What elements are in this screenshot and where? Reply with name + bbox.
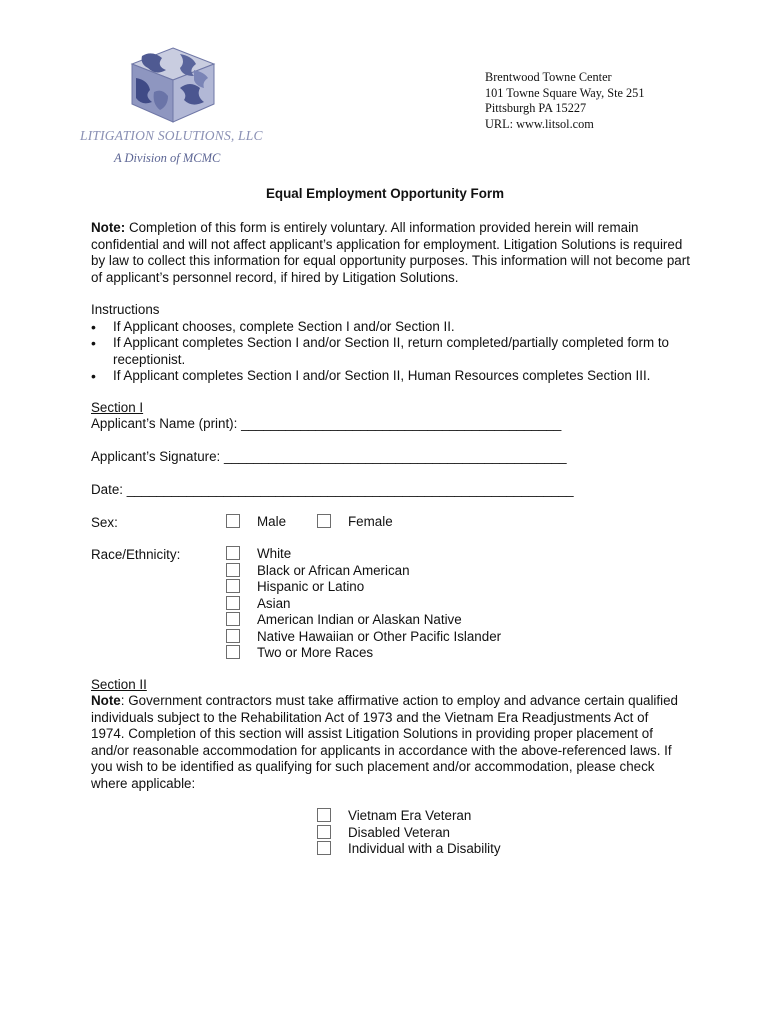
option-individual-disability[interactable] — [317, 841, 577, 858]
company-logo — [80, 44, 280, 169]
instructions-heading: Instructions — [91, 302, 160, 317]
option-label: Individual with a Disability — [348, 841, 501, 856]
section-2-note — [91, 693, 681, 792]
race-option-two-or-more[interactable] — [226, 645, 526, 662]
option-vietnam-veteran[interactable] — [317, 808, 577, 825]
disability-checkbox[interactable] — [317, 841, 331, 855]
race-checkbox[interactable] — [226, 546, 240, 560]
note-label: Note: — [91, 220, 126, 235]
section-1-heading: Section I — [91, 400, 144, 415]
race-checkbox[interactable] — [226, 629, 240, 643]
race-option-label: Two or More Races — [257, 645, 374, 660]
race-option-label: Black or African American — [257, 563, 410, 578]
company-address — [485, 70, 644, 132]
race-option-label: Hispanic or Latino — [257, 579, 365, 594]
note-text: Completion of this form is entirely voluntary. All information provided herein will remain confidential and will not affect applicant’s application for employment. Litigation Solutions is required by law to collect this information for equal opportunity purposes. This information will not become part of applicant’s personnel record, if hired by Litigation Solutions. — [91, 220, 690, 285]
female-checkbox[interactable] — [317, 514, 331, 528]
instruction-item: • If Applicant completes Section I and/or Section II, return completed/partially completed form to receptionist. — [91, 335, 691, 368]
female-label: Female — [348, 514, 393, 529]
instructions — [91, 302, 691, 385]
male-label: Male — [257, 514, 287, 529]
race-option-label: Native Hawaiian or Other Pacific Islander — [257, 629, 502, 644]
page-title: Equal Employment Opportunity Form — [265, 186, 505, 201]
race-option-black[interactable] — [226, 563, 526, 580]
race-checkbox[interactable] — [226, 612, 240, 626]
option-label: Vietnam Era Veteran — [348, 808, 472, 823]
sex-option-female[interactable] — [317, 514, 417, 531]
instruction-item: • If Applicant chooses, complete Section I and/or Section II. — [91, 319, 691, 336]
applicant-signature-field[interactable]: Applicant’s Signature: ______________________________________________ — [91, 449, 567, 464]
company-name: LITIGATION SOLUTIONS, LLC — [80, 128, 263, 143]
applicant-name-field[interactable]: Applicant’s Name (print): ___________________________________________ — [91, 416, 562, 431]
race-option-label: White — [257, 546, 292, 561]
address-line-1: Brentwood Towne Center — [485, 70, 612, 84]
male-checkbox[interactable] — [226, 514, 240, 528]
race-option-hispanic[interactable] — [226, 579, 526, 596]
option-disabled-veteran[interactable] — [317, 825, 577, 842]
date-field[interactable]: Date: ____________________________________________________________ — [91, 482, 574, 497]
race-option-white[interactable] — [226, 546, 526, 563]
instruction-item: • If Applicant completes Section I and/or Section II, Human Resources completes Section III. — [91, 368, 691, 385]
voluntary-note — [91, 220, 691, 286]
disabled-veteran-checkbox[interactable] — [317, 825, 331, 839]
race-option-label: Asian — [257, 596, 291, 611]
puzzle-cube-logo-icon — [128, 44, 218, 126]
address-line-3: Pittsburgh PA 15227 — [485, 101, 587, 115]
veteran-checkbox[interactable] — [317, 808, 331, 822]
sex-label: Sex: — [91, 515, 118, 530]
section-2-heading: Section II — [91, 677, 147, 692]
section-2-note-label: Note — [91, 693, 121, 708]
section-2-note-text: : Government contractors must take affirmative action to employ and advance certain qualified individuals subject to the Rehabilitation Act of 1973 and the Vietnam Era Readjustments Act of 1974. Completion of this section will assist Litigation Solutions in providing proper placement of and/or reasonable accommodation for applicants in accordance with the above-referenced laws. If you wish to be identified as qualifying for such placement and/or accommodation, please check where applicable: — [91, 693, 679, 791]
race-label: Race/Ethnicity: — [91, 547, 181, 562]
sex-option-male[interactable] — [226, 514, 306, 531]
race-checkbox[interactable] — [226, 596, 240, 610]
race-option-pacific-islander[interactable] — [226, 629, 526, 646]
race-checkbox[interactable] — [226, 645, 240, 659]
option-label: Disabled Veteran — [348, 825, 450, 840]
race-option-label: American Indian or Alaskan Native — [257, 612, 462, 627]
company-division: A Division of MCMC — [114, 151, 221, 165]
instructions-list — [91, 319, 691, 385]
address-line-2: 101 Towne Square Way, Ste 251 — [485, 85, 645, 100]
race-checkbox[interactable] — [226, 563, 240, 577]
race-option-american-indian[interactable] — [226, 612, 526, 629]
race-checkbox[interactable] — [226, 579, 240, 593]
race-option-asian[interactable] — [226, 596, 526, 613]
address-url: URL: www.litsol.com — [485, 116, 594, 131]
